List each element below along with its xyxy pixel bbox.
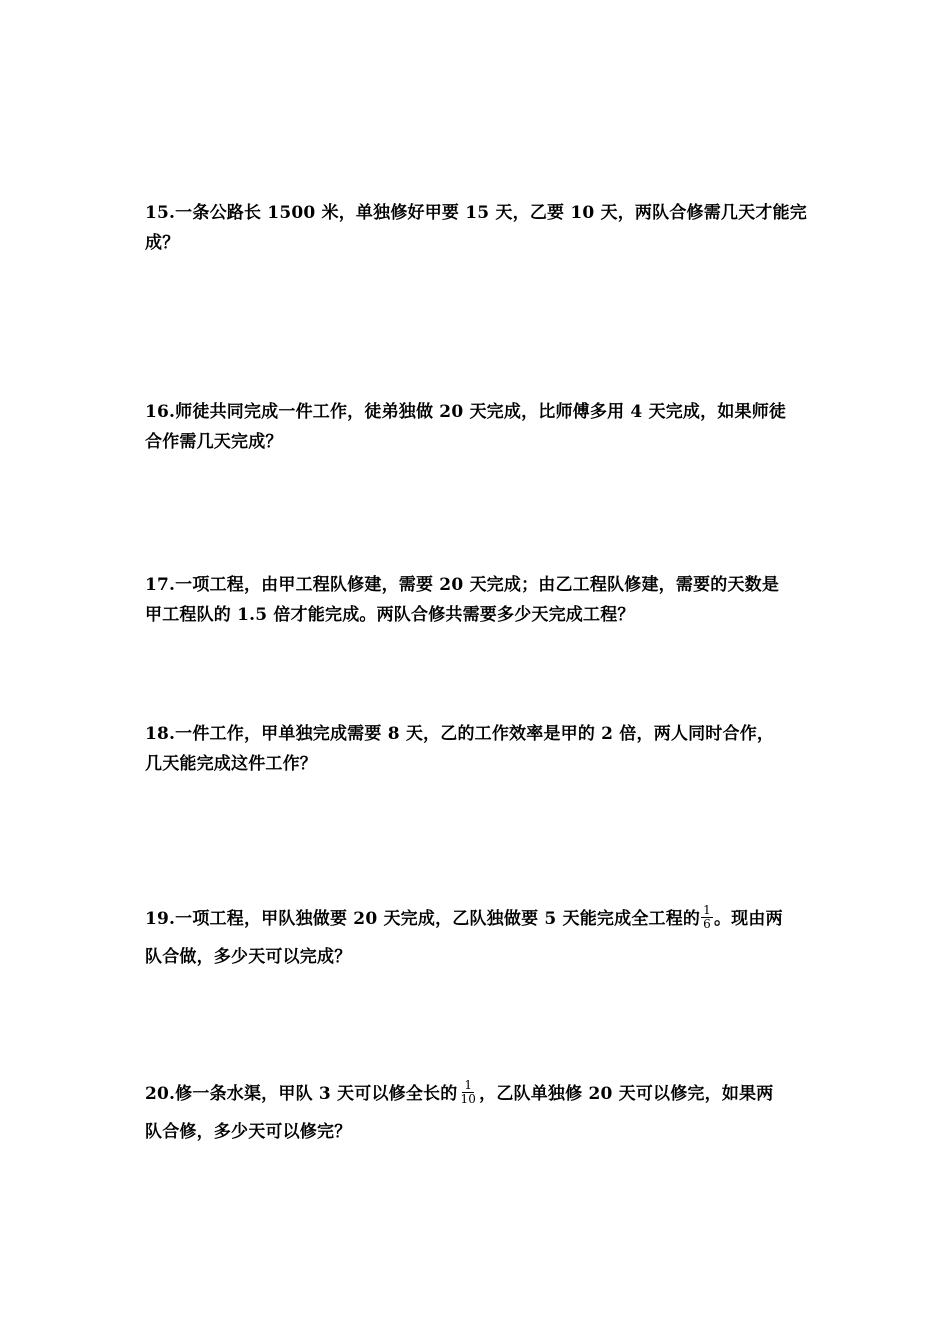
question-16-line-2: 合作需几天完成？ [145,432,283,452]
question-17-line-2: 甲工程队的 1.5 倍才能完成。两队合修共需要多少天完成工程？ [145,605,635,625]
question-19-text-after: 。现由两 [713,909,783,929]
question-20-text-after: ，乙队单独修 20 天可以修完，如果两 [479,1084,774,1104]
question-18 [145,719,810,779]
question-20 [145,1077,810,1149]
fraction-numerator: 1 [703,903,711,917]
question-20-line-1 [145,1077,810,1111]
question-15-line-2: 成？ [145,233,180,253]
question-18-line-1: 18.一件工作，甲单独完成需要 8 天，乙的工作效率是甲的 2 倍，两人同时合作， [145,724,775,744]
question-20-text-before: 20.修一条水渠，甲队 3 天可以修全长的 [145,1084,458,1104]
question-16-line-1: 16.师徒共同完成一件工作，徒弟独做 20 天完成，比师傅多用 4 天完成，如果师徒 [145,402,787,422]
fraction-denominator: 6 [703,917,711,931]
fraction-denominator: 10 [460,1092,477,1106]
fraction-one-sixth [701,904,713,931]
question-20-line-2: 队合修，多少天可以修完？ [145,1122,352,1142]
question-19-line-1 [145,902,810,936]
question-15-line-1: 15.一条公路长 1500 米，单独修好甲要 15 天，乙要 10 天，两队合修需几天才能完 [145,203,807,223]
fraction-one-tenth [458,1079,478,1106]
question-19 [145,902,810,974]
question-16 [145,397,810,457]
question-17-line-1: 17.一项工程，由甲工程队修建，需要 20 天完成；由乙工程队修建，需要的天数是 [145,575,780,595]
fraction-numerator: 1 [464,1078,473,1092]
question-18-line-2: 几天能完成这件工作？ [145,754,317,774]
question-19-line-2: 队合做，多少天可以完成？ [145,947,352,967]
question-17 [145,570,810,630]
question-19-text-before: 19.一项工程，甲队独做要 20 天完成，乙队独做要 5 天能完成全工程的 [145,909,701,929]
question-15 [145,198,810,258]
